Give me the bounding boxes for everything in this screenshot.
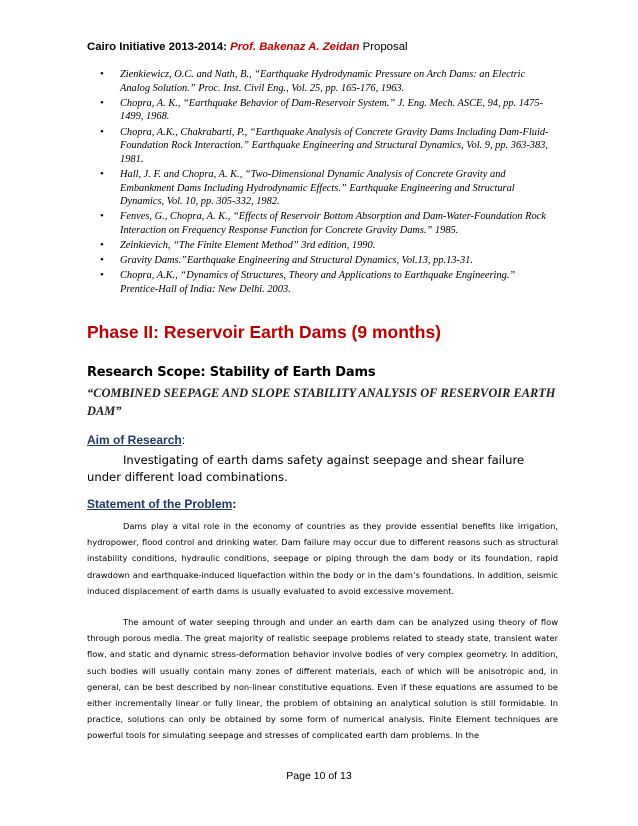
aim-heading-colon: :	[181, 433, 186, 447]
bullet-icon: •	[100, 239, 104, 252]
bullet-icon: •	[100, 254, 104, 267]
list-item	[100, 210, 555, 237]
header-suffix: Proposal	[359, 41, 408, 53]
reference-text: Hall, J. F. and Chopra, A. K., “Two-Dimensional Dynamic Analysis of Concrete Gravity and Embankment Dams Including Hydrodynamic Effects.” Earthquake Engineering and Structural Dynamics, Vol. 10, pp. 305-332, 1982.	[120, 168, 515, 208]
page-footer: Page 10 of 13	[286, 770, 352, 782]
bullet-icon: •	[100, 68, 104, 80]
list-item	[100, 68, 555, 95]
reference-text: Fenves, G., Chopra, A. K., “Effects of Reservoir Bottom Absorption and Dam-Water-Foundation Rock Interaction on Frequency Response Function for Concrete Gravity Dams.” 1985.	[120, 211, 546, 236]
statement-paragraph-1: Dams play a vital role in the economy of countries as they provide essential benefits like irrigation, hydropower, flood control and drinking water. Dam failure may occur due to different reasons such as structural instability conditions, hydraulic conditions, seepage or piping through the dam body or its foundation, rapid drawdown and earthquake-induced liquefaction within the body or in the dam’s foundations. In addition, seismic induced displacement of earth dams is usually evaluated to avoid excessive movement.	[87, 521, 558, 596]
reference-text: Chopra, A.K., “Dynamics of Structures, Theory and Applications to Earthquake Engineering.” Prentice-Hall of India: New Delhi. 2003.	[120, 270, 516, 296]
list-item	[100, 239, 555, 253]
page-header	[87, 40, 557, 54]
research-scope-title: Research Scope: Stability of Earth Dams	[87, 365, 376, 380]
list-item	[100, 269, 555, 296]
reference-text: Chopra, A. K., “Earthquake Behavior of Dam-Reservoir System.” J. Eng. Mech. ASCE, 94, pp. 1475-1499, 1968.	[120, 97, 543, 123]
reference-text: Zeinkievich, “The Finite Element Method” 3rd edition, 1990.	[120, 240, 376, 252]
bullet-icon: •	[100, 96, 104, 109]
list-item	[100, 126, 555, 167]
bullet-icon: •	[100, 125, 104, 138]
aim-heading-label: Aim of Research	[87, 433, 182, 447]
header-author: Prof. Bakenaz A. Zeidan	[230, 41, 360, 53]
statement-heading-label: Statement of the Problem	[87, 497, 233, 511]
research-scope-subtitle: “COMBINED SEEPAGE AND SLOPE STABILITY ANALYSIS OF RESERVOIR EARTH DAM”	[87, 386, 556, 418]
aim-text: Investigating of earth dams safety against seepage and shear failure under different load combinations.	[87, 453, 525, 484]
header-prefix: Cairo Initiative 2013-2014:	[87, 41, 231, 53]
phase-heading: Phase II: Reservoir Earth Dams (9 months)	[87, 322, 441, 342]
bullet-icon: •	[100, 210, 104, 223]
list-item	[100, 168, 555, 209]
reference-text: Zienkiewicz, O.C. and Nath, B., “Earthquake Hydrodynamic Pressure on Arch Dams: an Electric Analog Solution.” Proc. Inst. Civil Eng., Vol. 25, pp. 165-176, 1963.	[120, 69, 526, 94]
aim-heading	[87, 433, 557, 448]
list-item	[100, 97, 555, 124]
statement-heading-colon: :	[232, 497, 237, 511]
statement-paragraph-2: The amount of water seeping through and under an earth dam can be analyzed using theory of flow through porous media. The great majority of realistic seepage problems related to steady state, transient water flow, and static and dynamic stress-deformation behavior involve bodies of very complex geometry. In addition, such bodies will usually contain many zones of different materials, each of which will be anisotropic and, in general, can be best described by non-linear constitutive equations. Even if these equations are assumed to be either incrementally linear or fully linear, the problem of obtaining an analytical solution is still formidable. In practice, solutions can only be obtained by some form of numerical analysis. Finite Element techniques are powerful tools for simulating seepage and stresses of complicated earth dam problems. In the	[87, 617, 558, 741]
reference-text: Chopra, A.K., Chakrabarti, P., “Earthquake Analysis of Concrete Gravity Dams Including Dam-Fluid-Foundation Rock Interaction.” Earthquake Engineering and Structural Dynamics, Vol. 9, pp. 363-383, 1981.	[120, 126, 549, 165]
reference-text: Gravity Dams.”Earthquake Engineering and Structural Dynamics, Vol.13, pp.13-31.	[120, 255, 473, 267]
bullet-icon: •	[100, 167, 104, 180]
reference-list	[100, 68, 555, 298]
list-item	[100, 254, 555, 268]
statement-heading	[87, 497, 557, 512]
bullet-icon: •	[100, 269, 104, 282]
